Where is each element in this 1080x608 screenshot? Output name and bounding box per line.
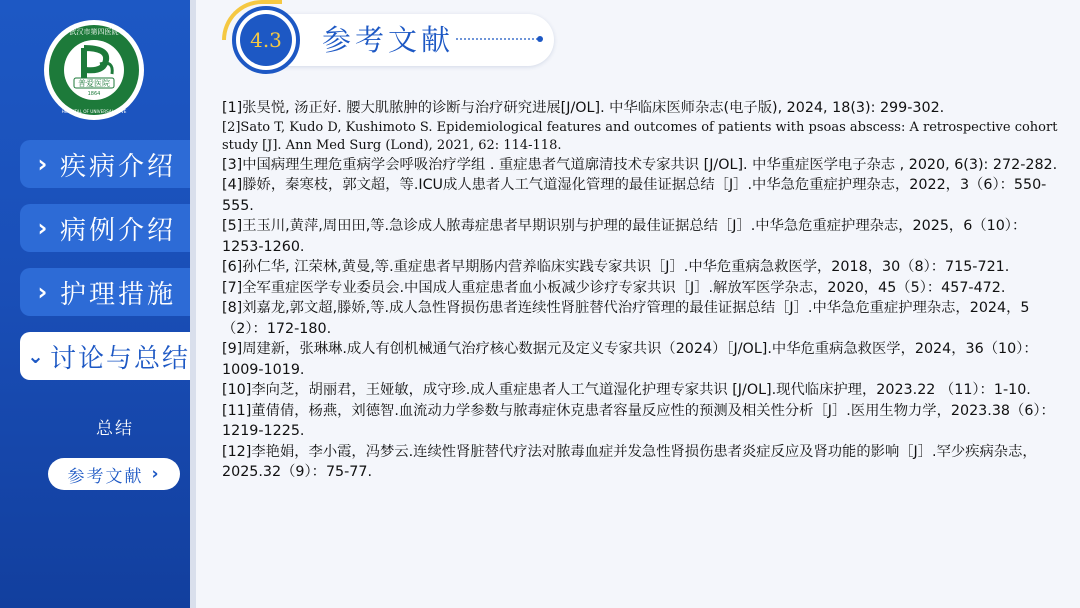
- sidebar-item-label: 护理措施: [60, 279, 177, 310]
- reference-item: [4]滕娇，秦寒枝，郭文超，等.ICU成人患者人工气道湿化管理的最佳证据总结［J］.中华急危重症护理杂志，2022，3（6）：550-555.: [222, 177, 1047, 214]
- sidebar-subitem-summary[interactable]: 总结: [96, 419, 134, 439]
- reference-item: [2]Sato T, Kudo D, Kushimoto S. Epidemiological features and outcomes of patients with psoas abscess: A retrospective cohort study [J]. Ann Med Surg (Lond), 2021, 62: 114-118.: [222, 119, 1058, 153]
- chevron-down-icon: ⌄: [27, 344, 47, 368]
- reference-item: [3]中国病理生理危重病学会呼吸治疗学组 . 重症患者气道廓清技术专家共识 [J/OL]. 中华重症医学电子杂志 , 2020, 6(3): 272-282.: [222, 156, 1058, 173]
- reference-item: [1]张昊悦, 汤正好. 腰大肌脓肿的诊断与治疗研究进展[J/OL]. 中华临床医师杂志(电子版), 2024, 18(3): 299-302.: [222, 100, 945, 116]
- chevron-right-icon: ›: [37, 214, 51, 242]
- svg-text:1864: 1864: [87, 91, 101, 97]
- reference-item: [12]李艳娟，李小霞，冯梦云.连续性肾脏替代疗法对脓毒血症并发急性肾损伤患者炎症反应及肾功能的影响［J］.罕少疾病杂志，2025.32（9）：75-77.: [222, 443, 1037, 480]
- page-title: 参考文献: [322, 23, 455, 57]
- reference-list: [222, 98, 1058, 483]
- sidebar-item-label: 讨论与总结: [50, 343, 191, 374]
- header-dot: [537, 36, 543, 42]
- sidebar-item-nursing-measures[interactable]: [20, 268, 190, 316]
- svg-text:武汉市第四医院: 武汉市第四医院: [69, 28, 119, 36]
- reference-item: [9]周建新，张琳琳.成人有创机械通气治疗核心数据元及定义专家共识（2024）［J/OL].中华危重病急救医学，2024，36（10）：1009-1019.: [222, 341, 1038, 378]
- reference-item: [5]王玉川,黄萍,周田田,等.急诊成人脓毒症患者早期识别与护理的最佳证据总结［J］.中华急危重症护理杂志，2025，6（10）：1253-1260.: [222, 218, 1027, 255]
- chevron-right-icon: ›: [37, 278, 51, 306]
- chevron-right-icon: ›: [37, 150, 51, 178]
- sidebar-item-discussion-summary[interactable]: [20, 332, 190, 380]
- reference-item: [6]孙仁华, 江荣林,黄曼,等.重症患者早期肠内营养临床实践专家共识［J］.中华危重病急救医学，2018，30（8）：715-721.: [222, 259, 1010, 275]
- sidebar-subitem-references[interactable]: [48, 458, 180, 490]
- hospital-logo-icon: [44, 20, 144, 120]
- reference-item: [8]刘嘉龙,郭文超,滕娇,等.成人急性肾损伤患者连续性肾脏替代治疗管理的最佳证据总结［J］.中华急危重症护理杂志，2024，5（2）：172-180.: [222, 300, 1030, 337]
- svg-text:普爱医院: 普爱医院: [78, 79, 110, 88]
- hospital-logo: [44, 20, 144, 120]
- header-dotted-line: [456, 38, 542, 43]
- sidebar-subitem-label: 参考文献: [67, 466, 144, 487]
- sidebar-item-label: 疾病介绍: [60, 151, 177, 182]
- sidebar-edge: [190, 0, 196, 608]
- sidebar-item-label: 病例介绍: [60, 215, 177, 246]
- chevron-right-icon: ›: [151, 464, 161, 484]
- reference-item: [10]李向芝，胡丽君，王娅敏，成守珍.成人重症患者人工气道湿化护理专家共识 [J/OL].现代临床护理，2023.22 （11）：1-10.: [222, 382, 1031, 398]
- section-number: 4.3: [240, 14, 292, 66]
- sidebar-item-disease-intro[interactable]: [20, 140, 190, 188]
- reference-item: [7]全军重症医学专业委员会.中国成人重症患者血小板减少诊疗专家共识［J］.解放军医学杂志，2020，45（5）：457-472.: [222, 279, 1006, 296]
- svg-text:HOSPITAL OF UNIVERSAL LOVE: HOSPITAL OF UNIVERSAL LOVE: [61, 109, 127, 114]
- section-number-badge: [232, 6, 300, 74]
- sidebar-item-case-intro[interactable]: [20, 204, 190, 252]
- reference-item: [11]董倩倩，杨燕，刘德智.血流动力学参数与脓毒症休克患者容量反应性的预测及相关性分析［J］.医用生物力学，2023.38（6）：1219-1225.: [222, 402, 1055, 439]
